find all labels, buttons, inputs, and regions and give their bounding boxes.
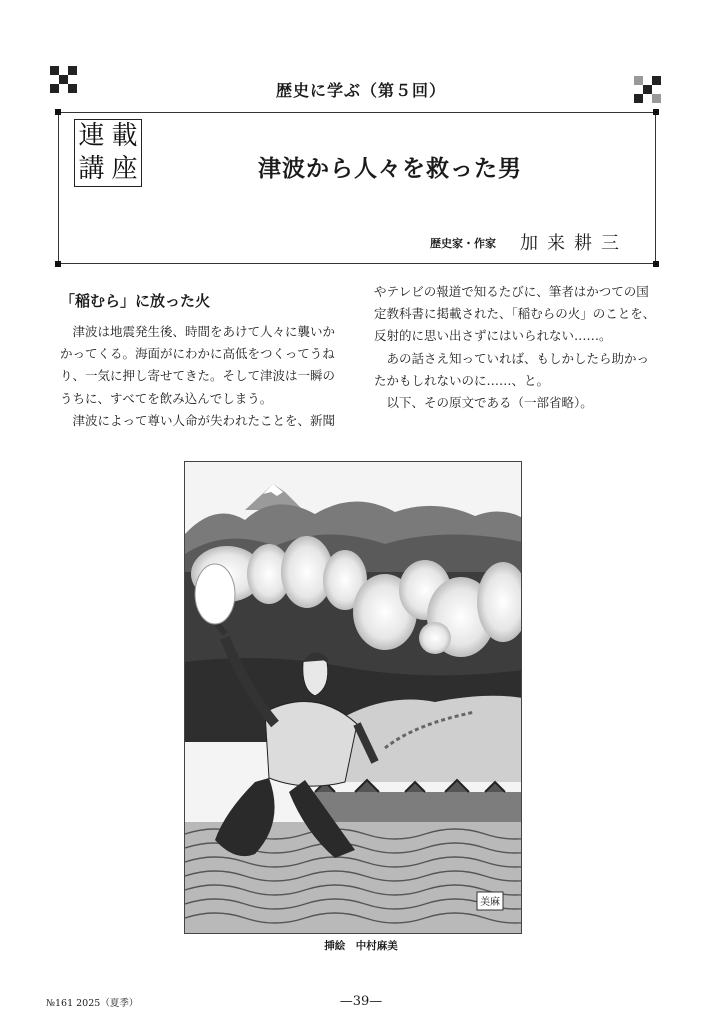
badge-char: 講 (78, 154, 105, 184)
section-heading: 「稲むら」に放った火 (60, 292, 211, 310)
author-name: 加来耕三 (520, 233, 628, 254)
text-line: かってくる。海面がにわかに高低をつくってうね (60, 346, 335, 362)
series-title: 歴史に学ぶ（第５回） (275, 81, 446, 100)
right-column (374, 281, 664, 414)
page-number: —39— (339, 994, 383, 1009)
text-line: あの話さえ知っていれば、もしかしたら助かっ (386, 350, 650, 366)
article-title: 津波から人々を救った男 (258, 156, 522, 182)
left-column (60, 321, 342, 432)
series-badge (74, 119, 142, 187)
text-line: 津波によって尊い人命が失われたことを、新聞 (72, 412, 336, 428)
text-line: 定教科書に掲載された、「稲むらの火」のことを、 (374, 306, 656, 322)
artist-seal: 美麻 (480, 897, 500, 908)
issue-label: №161 2025（夏季） (46, 998, 139, 1009)
text-line: 以下、その原文である（一部省略）。 (386, 395, 593, 411)
badge-char: 載 (111, 121, 138, 151)
text-line: 反射的に思い出さずにはいられない……。 (374, 328, 612, 344)
badge-char: 座 (111, 154, 138, 184)
text-line: り、一気に押し寄せてきた。そして津波は一瞬の (60, 368, 336, 384)
illustration-caption: 挿絵 中村麻美 (324, 940, 398, 952)
illustration (184, 461, 522, 934)
text-line: うちに、すべてを飲み込んでしまう。 (60, 390, 273, 406)
text-line: たかもしれないのに……、と。 (374, 372, 550, 388)
badge-char: 連 (78, 121, 105, 151)
text-line: やテレビの報道で知るたびに、筆者はかつての国 (374, 284, 649, 299)
illustration-artwork (185, 462, 522, 934)
text-line: 津波は地震発生後、時間をあけて人々に襲いか (72, 324, 336, 339)
author-role: 歴史家・作家 (430, 237, 496, 250)
